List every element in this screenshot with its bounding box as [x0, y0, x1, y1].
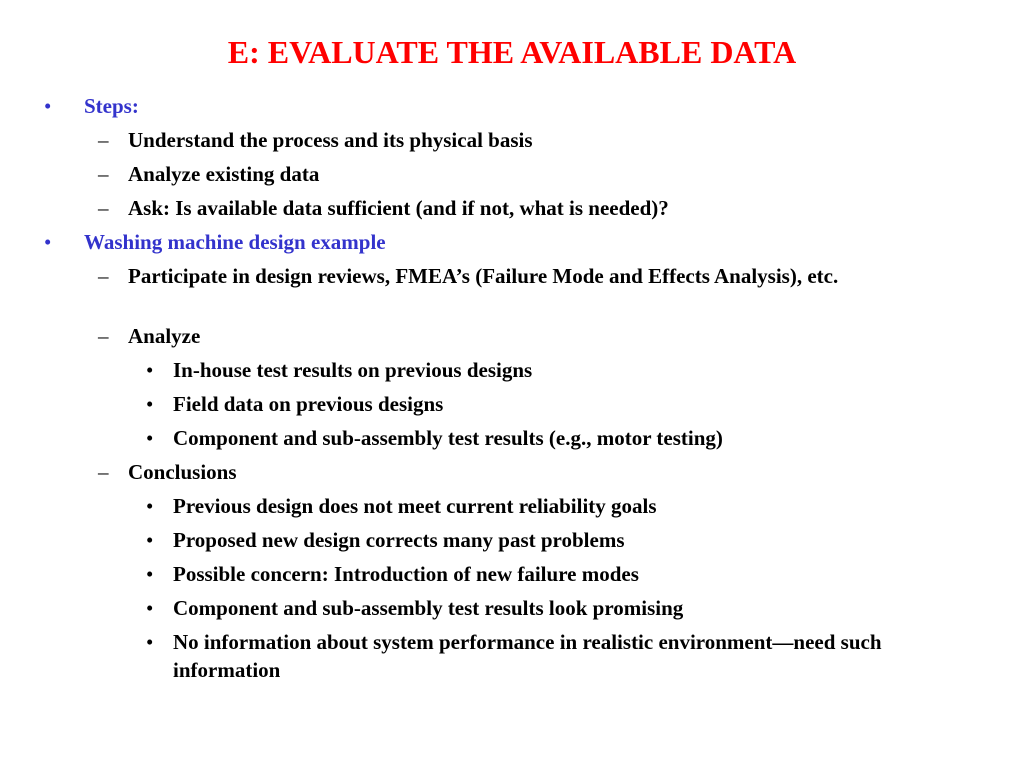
bullet-marker: •: [146, 528, 154, 552]
detail-item-text: Component and sub-assembly test results look promising: [173, 596, 684, 620]
dash-marker: –: [98, 162, 109, 186]
sub-item-text: Conclusions: [128, 460, 237, 484]
detail-item-text: No information about system performance in realistic environment—need such information: [173, 630, 882, 682]
bullet-marker: •: [44, 230, 52, 254]
bullet-marker: •: [146, 494, 154, 518]
bullet-marker: •: [146, 426, 154, 450]
detail-item-text: Component and sub-assembly test results (e.g., motor testing): [173, 426, 723, 450]
bullet-marker: •: [146, 596, 154, 620]
dash-marker: –: [98, 324, 109, 348]
bullet-marker: •: [146, 562, 154, 586]
sub-item-text: Analyze: [128, 324, 201, 348]
dash-marker: –: [98, 460, 109, 484]
sub-item-text: Understand the process and its physical basis: [128, 128, 533, 152]
sub-item-text: Ask: Is available data sufficient (and if not, what is needed)?: [128, 196, 669, 220]
detail-item-text: Field data on previous designs: [173, 392, 444, 416]
bullet-marker: •: [146, 630, 154, 654]
bullet-marker: •: [146, 358, 154, 382]
bullet-text: Steps:: [84, 94, 139, 118]
detail-item-text: Previous design does not meet current reliability goals: [173, 494, 657, 518]
sub-item-text: Analyze existing data: [128, 162, 320, 186]
bullet-marker: •: [44, 94, 52, 118]
bullet-text: Washing machine design example: [84, 230, 386, 254]
bullet-marker: •: [146, 392, 154, 416]
sub-item-text: Participate in design reviews, FMEA’s (Failure Mode and Effects Analysis), etc.: [128, 264, 839, 288]
detail-item-text: Proposed new design corrects many past problems: [173, 528, 625, 552]
dash-marker: –: [98, 196, 109, 220]
detail-item-text: Possible concern: Introduction of new failure modes: [173, 562, 639, 586]
detail-item-text: In-house test results on previous designs: [173, 358, 533, 382]
slide-title: E: EVALUATE THE AVAILABLE DATA: [227, 34, 797, 70]
dash-marker: –: [98, 128, 109, 152]
dash-marker: –: [98, 264, 109, 288]
